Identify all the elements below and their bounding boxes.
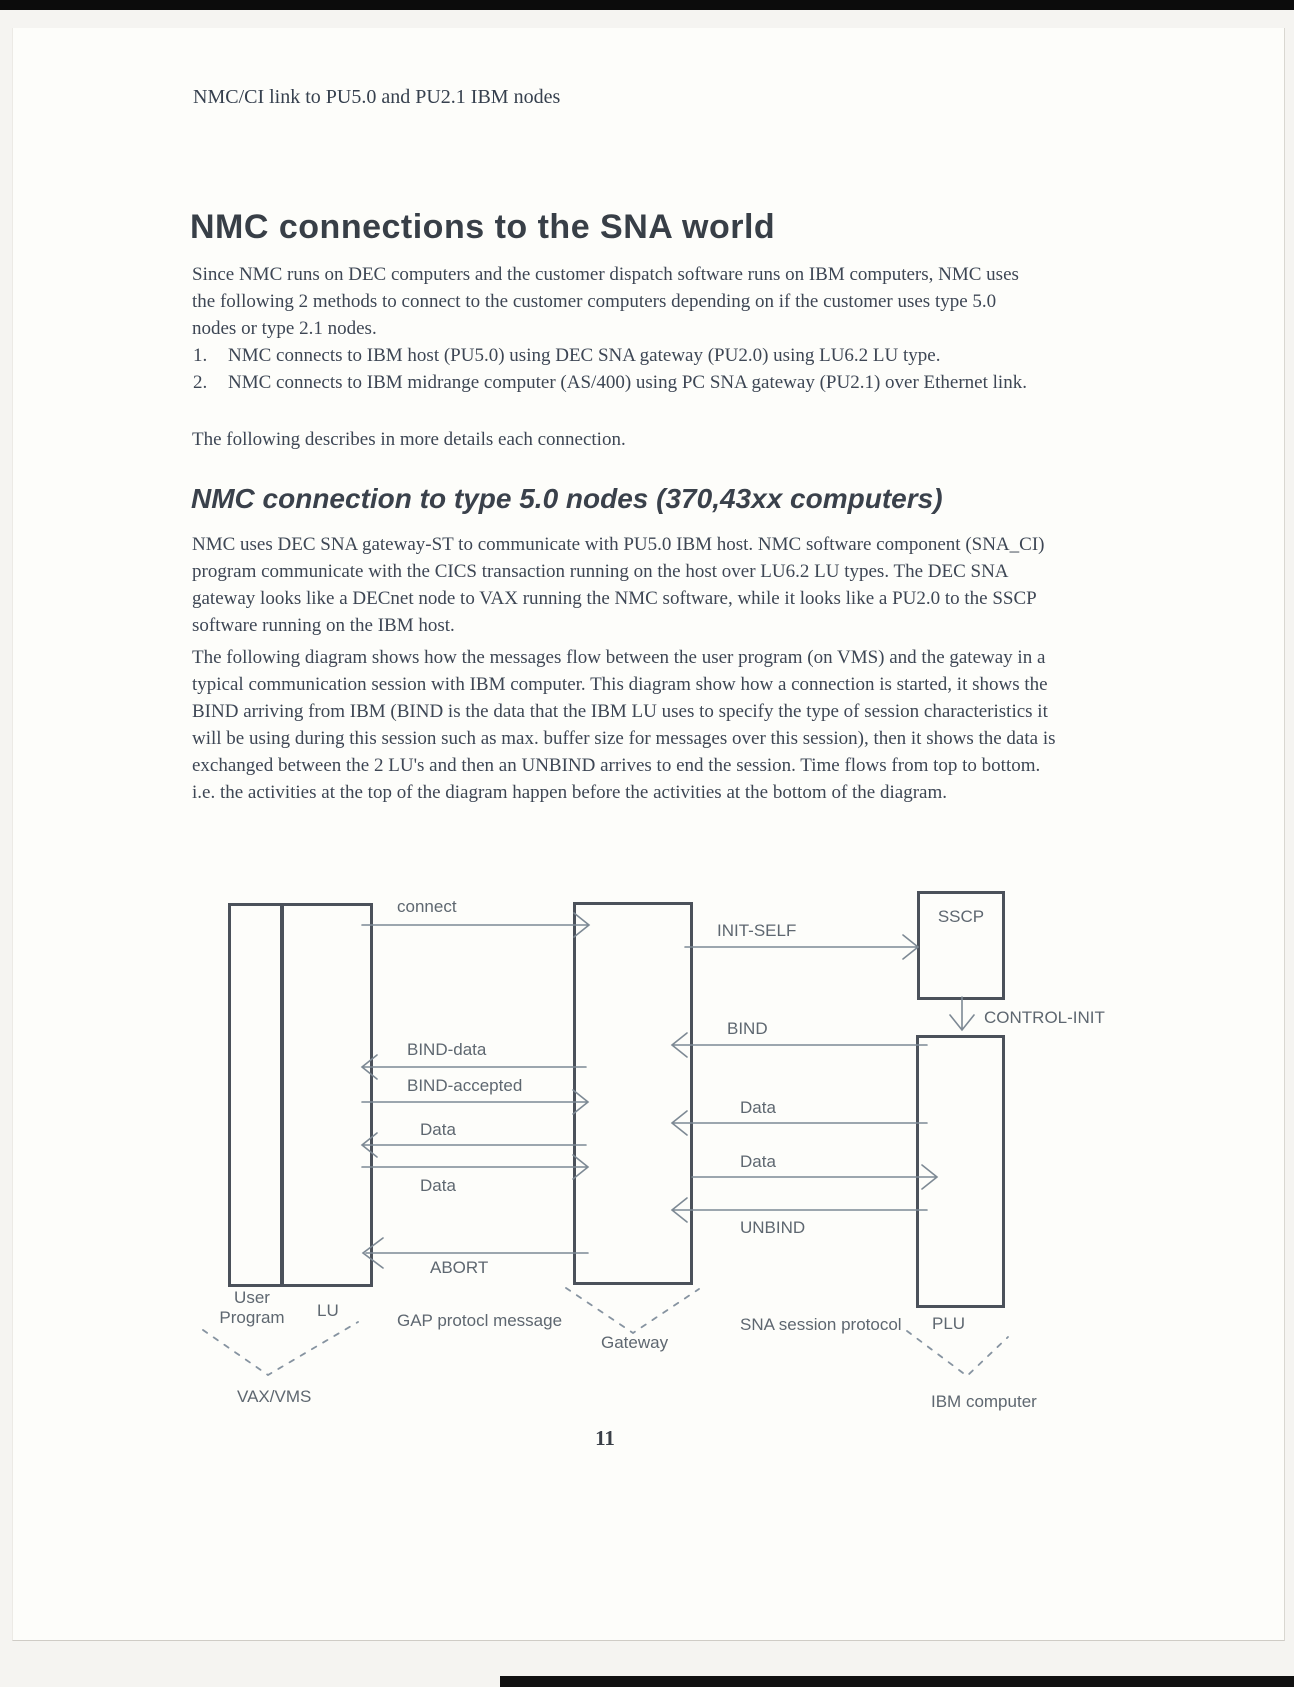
sna-session-label: SNA session protocol: [740, 1315, 902, 1334]
list-item-number: 1.: [193, 345, 208, 366]
list-item: [193, 369, 1041, 396]
intro-paragraph: Since NMC runs on DEC computers and the customer dispatch software runs on IBM computers, NMC uses the following 2 methods to connect to the customer computers depending on if the customer uses type 5.0 nodes or type 2.1 nodes.: [192, 264, 1019, 339]
init-self-label: INIT-SELF: [717, 921, 797, 940]
gap-protocol-label: GAP protocl message: [397, 1311, 563, 1330]
list-item-text: NMC connects to IBM host (PU5.0) using DEC SNA gateway (PU2.0) using LU6.2 LU type.: [228, 345, 941, 366]
lu-label: LU: [317, 1301, 339, 1320]
numbered-list: [193, 342, 1041, 396]
vax-vms-label: VAX/VMS: [237, 1387, 312, 1406]
data-gap-out-label: Data: [420, 1176, 456, 1195]
user-program-lu-divider: [280, 903, 284, 1287]
bind-data-label: BIND-data: [407, 1040, 487, 1059]
data-gap-in-label: Data: [420, 1120, 456, 1139]
control-init-label: CONTROL-INIT: [984, 1008, 1105, 1027]
sscp-box: [917, 891, 1005, 1000]
scan-top-bar: [0, 0, 1294, 10]
bind-label: BIND: [727, 1019, 768, 1038]
data-sna-out-label: Data: [740, 1152, 776, 1171]
list-item-text: NMC connects to IBM midrange computer (AS/400) using PC SNA gateway (PU2.1) over Ethernet link.: [228, 372, 1027, 393]
page-title: NMC connections to the SNA world: [190, 208, 776, 246]
user-program-lu-box: [228, 903, 373, 1287]
bind-accepted-label: BIND-accepted: [407, 1076, 523, 1095]
gateway-label: Gateway: [601, 1333, 669, 1352]
abort-label: ABORT: [430, 1258, 489, 1277]
plu-box: [916, 1035, 1005, 1308]
list-item-number: 2.: [193, 372, 208, 393]
section-title: NMC connection to type 5.0 nodes (370,43xx computers): [191, 483, 943, 514]
list-item: [193, 342, 1041, 369]
scan-bottom-bar: [500, 1676, 1294, 1687]
unbind-label: UNBIND: [740, 1218, 806, 1237]
running-header: NMC/CI link to PU5.0 and PU2.1 IBM nodes: [193, 86, 561, 108]
sscp-label: SSCP: [937, 907, 985, 926]
gateway-box: [573, 902, 693, 1285]
data-sna-in-label: Data: [740, 1098, 776, 1117]
plu-label: PLU: [932, 1314, 966, 1333]
section-paragraph-2: The following diagram shows how the messages flow between the user program (on VMS) and the gateway in a typical communication session with IBM computer. This diagram show how a connection is started, it shows the BIND arriving from IBM (BIND is the data that the IBM LU uses to specify the type of session characteristics it will be using during this session such as max. buffer size for messages over this session), then it shows the data is exchanged between the 2 LU's and then an UNBIND arrives to end the session. Time flows from top to bottom. i.e. the activities at the top of the diagram happen before the activities at the bottom of the diagram.: [192, 647, 1056, 803]
section-paragraph-1: NMC uses DEC SNA gateway-ST to communicate with PU5.0 IBM host. NMC software component (SNA_CI) program communicate with the CICS transaction running on the host over LU6.2 LU types. The DEC SNA gateway looks like a DECnet node to VAX running the NMC software, while it looks like a PU2.0 to the SSCP software running on the IBM host.: [192, 534, 1045, 636]
connect-label: connect: [397, 897, 457, 916]
follow-paragraph: The following describes in more details each connection.: [192, 429, 626, 450]
ibm-computer-label: IBM computer: [931, 1392, 1037, 1411]
page-number: 11: [595, 1426, 615, 1450]
user-program-label: User Program: [219, 1288, 285, 1327]
